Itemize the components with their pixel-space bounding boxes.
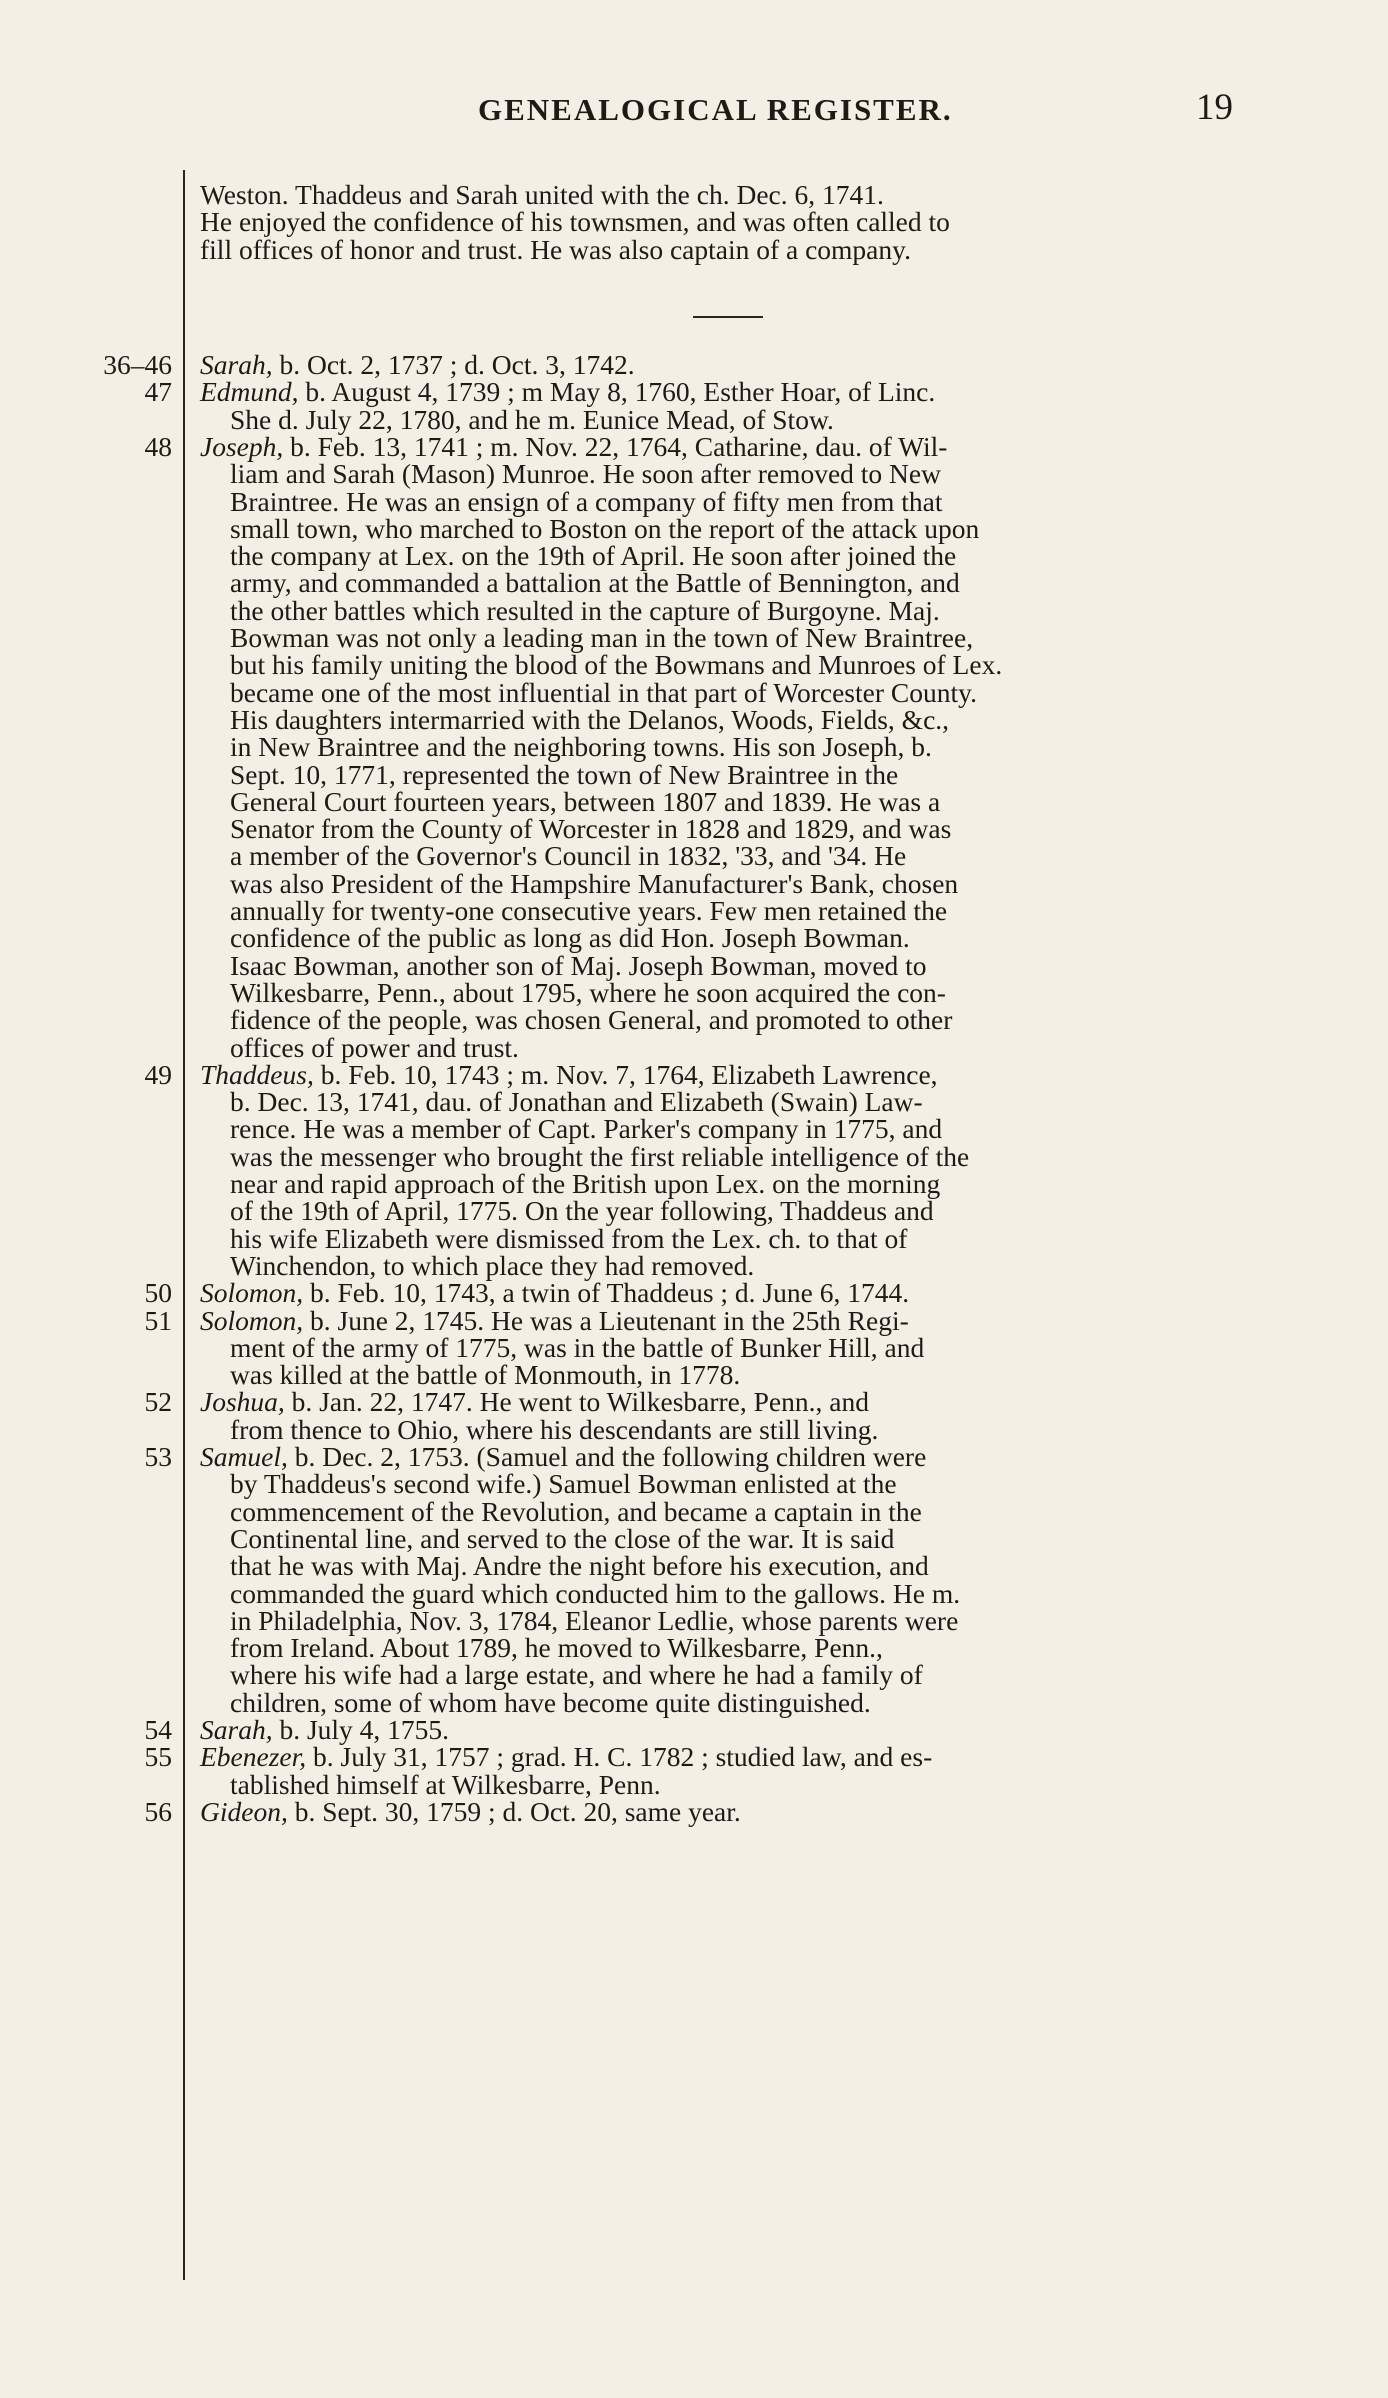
person-name: Solomon, — [200, 1304, 304, 1336]
entry-text: that he was with Maj. Andre the night before his execution, and — [230, 1550, 929, 1582]
entry-text: where his wife had a large estate, and where he had a family of — [230, 1659, 923, 1691]
entry-number: 54 — [144, 1714, 172, 1745]
text-line — [0, 1196, 1388, 1226]
entry-text: rence. He was a member of Capt. Parker's company in 1775, and — [230, 1113, 943, 1145]
entry-text: in Philadelphia, Nov. 3, 1784, Eleanor Ledlie, whose parents were — [230, 1604, 959, 1636]
text-line — [0, 1469, 1388, 1499]
entry-text: Gideon, b. Sept. 30, 1759 ; d. Oct. 20, same year. — [200, 1795, 741, 1827]
entry-text: Sept. 10, 1771, represented the town of New Braintree in the — [230, 758, 899, 790]
entry-text: in New Braintree and the neighboring towns. His son Joseph, b. — [230, 731, 932, 763]
text-line — [0, 650, 1388, 680]
text-line — [0, 1551, 1388, 1581]
entry-text: Joshua, b. Jan. 22, 1747. He went to Wilkesbarre, Penn., and — [200, 1386, 869, 1418]
text-line — [0, 841, 1388, 871]
person-name: Gideon, — [200, 1795, 288, 1827]
entry-number: 51 — [144, 1304, 172, 1336]
person-name: Ebenezer, — [200, 1741, 307, 1773]
section-divider — [693, 316, 763, 318]
entry-number: 56 — [144, 1795, 172, 1827]
entry-text: confidence of the public as long as did Hon. Joseph Bowman. — [230, 922, 910, 954]
entry-text: Isaac Bowman, another son of Maj. Joseph Bowman, moved to — [230, 949, 927, 981]
entry-text: became one of the most influential in that part of Worcester County. — [230, 676, 977, 708]
entry-text: of the 19th of April, 1775. On the year following, Thaddeus and — [230, 1195, 934, 1227]
entry-text: tablished himself at Wilkesbarre, Penn. — [230, 1768, 661, 1800]
entry-text: Samuel, b. Dec. 2, 1753. (Samuel and the following children were — [200, 1441, 927, 1472]
person-name: Edmund, — [200, 376, 299, 408]
entry-text: fidence of the people, was chosen General, and promoted to other — [230, 1004, 953, 1036]
entry-text: the company at Lex. on the 19th of April. He soon after joined the — [230, 540, 957, 572]
person-name: Joseph, — [200, 430, 284, 462]
running-head: GENEALOGICAL REGISTER. — [478, 92, 953, 127]
text-line — [0, 760, 1388, 790]
text-line — [0, 1005, 1388, 1035]
intro-text: He enjoyed the confidence of his townsmen, and was often called to — [200, 206, 950, 238]
entry-number: 50 — [144, 1277, 172, 1309]
person-name: Sarah, — [200, 349, 273, 380]
entry-text: Thaddeus, b. Feb. 10, 1743 ; m. Nov. 7, 1764, Elizabeth Lawrence, — [200, 1058, 938, 1090]
text-line — [0, 487, 1388, 517]
entry-text: Wilkesbarre, Penn., about 1795, where he soon acquired the con- — [230, 976, 946, 1008]
entry-text: Solomon, b. Feb. 10, 1743, a twin of Thaddeus ; d. June 6, 1744. — [200, 1277, 910, 1309]
intro-text: fill offices of honor and trust. He was also captain of a company. — [200, 233, 911, 265]
entry-text: but his family uniting the blood of the Bowmans and Munroes of Lex. — [230, 649, 1003, 681]
entry-line — [0, 1797, 1388, 1827]
text-line — [0, 235, 1388, 265]
entry-number: 36–46 — [103, 349, 172, 380]
entry-text: was killed at the battle of Monmouth, in 1778. — [230, 1359, 741, 1391]
entry-text: was the messenger who brought the first reliable intelligence of the — [230, 1140, 970, 1172]
entry-text: was also President of the Hampshire Manufacturer's Bank, chosen — [230, 867, 959, 899]
entry-number: 52 — [144, 1386, 172, 1418]
entry-text: commencement of the Revolution, and became a captain in the — [230, 1495, 922, 1527]
person-name: Joshua, — [200, 1386, 285, 1418]
entry-number: 53 — [144, 1441, 172, 1472]
intro-text: Weston. Thaddeus and Sarah united with the ch. Dec. 6, 1741. — [200, 179, 884, 210]
entry-number: 55 — [144, 1741, 172, 1773]
person-name: Solomon, — [200, 1277, 304, 1309]
entry-text: army, and commanded a battalion at the Battle of Bennington, and — [230, 567, 960, 599]
entry-text: Braintree. He was an ensign of a company of fifty men from that — [230, 485, 943, 517]
entry-line — [0, 1387, 1388, 1417]
entry-text: Continental line, and served to the close of the war. It is said — [230, 1522, 895, 1554]
entry-text: small town, who marched to Boston on the report of the attack upon — [230, 512, 980, 544]
entry-text: Edmund, b. August 4, 1739 ; m May 8, 1760, Esther Hoar, of Linc. — [200, 376, 936, 408]
entry-text: Solomon, b. June 2, 1745. He was a Lieutenant in the 25th Regi- — [200, 1304, 909, 1336]
entry-text: commanded the guard which conducted him to the gallows. He m. — [230, 1577, 961, 1609]
entry-text: ment of the army of 1775, was in the battle of Bunker Hill, and — [230, 1331, 925, 1363]
entry-text: Sarah, b. July 4, 1755. — [200, 1714, 450, 1745]
entry-text: Senator from the County of Worcester in 1828 and 1829, and was — [230, 813, 952, 845]
entry-text: b. Dec. 13, 1741, dau. of Jonathan and Elizabeth (Swain) Law- — [230, 1086, 923, 1118]
entry-line — [0, 1742, 1388, 1772]
entry-text: from thence to Ohio, where his descendants are still living. — [230, 1413, 879, 1445]
text-line — [0, 568, 1388, 598]
text-line — [0, 732, 1388, 762]
entry-number: 49 — [144, 1058, 172, 1090]
entry-text: Sarah, b. Oct. 2, 1737 ; d. Oct. 3, 1742. — [200, 349, 635, 380]
entry-number: 48 — [144, 430, 172, 462]
entry-text: annually for twenty-one consecutive years. Few men retained the — [230, 895, 948, 926]
entry-text: liam and Sarah (Mason) Munroe. He soon after removed to New — [230, 458, 941, 490]
text-line — [0, 207, 1388, 237]
text-line — [0, 923, 1388, 953]
entry-text: Winchendon, to which place they had removed. — [230, 1249, 755, 1281]
person-name: Samuel, — [200, 1441, 288, 1472]
entry-number: 47 — [144, 376, 172, 408]
text-line — [0, 1579, 1388, 1609]
entry-text: His daughters intermarried with the Delanos, Woods, Fields, &c., — [230, 703, 950, 735]
page-header — [0, 86, 1388, 134]
person-name: Thaddeus, — [200, 1058, 314, 1090]
entry-text: She d. July 22, 1780, and he m. Eunice Mead, of Stow. — [230, 403, 834, 435]
entry-text: Joseph, b. Feb. 13, 1741 ; m. Nov. 22, 1764, Catharine, dau. of Wil- — [200, 430, 948, 462]
entry-text: a member of the Governor's Council in 1832, '33, and '34. He — [230, 840, 907, 872]
entry-line — [0, 1306, 1388, 1336]
page-number: 19 — [1196, 87, 1233, 128]
entry-text: Ebenezer, b. July 31, 1757 ; grad. H. C. 1782 ; studied law, and es- — [200, 1741, 933, 1773]
entry-text: the other battles which resulted in the capture of Burgoyne. Maj. — [230, 594, 940, 626]
text-line — [0, 1660, 1388, 1690]
entry-text: General Court fourteen years, between 1807 and 1839. He was a — [230, 785, 941, 817]
text-line — [0, 459, 1388, 489]
entry-text: Bowman was not only a leading man in the town of New Braintree, — [230, 622, 974, 653]
person-name: Sarah, — [200, 1714, 273, 1745]
entry-text: by Thaddeus's second wife.) Samuel Bowman enlisted at the — [230, 1468, 897, 1500]
entry-text: near and rapid approach of the British upon Lex. on the morning — [230, 1168, 941, 1199]
entry-line — [0, 377, 1388, 407]
entry-text: from Ireland. About 1789, he moved to Wilkesbarre, Penn., — [230, 1632, 883, 1664]
entry-text: children, some of whom have become quite distinguished. — [230, 1686, 871, 1718]
entry-text: his wife Elizabeth were dismissed from the Lex. ch. to that of — [230, 1222, 908, 1254]
entry-text: offices of power and trust. — [230, 1031, 519, 1063]
text-line — [0, 1114, 1388, 1144]
